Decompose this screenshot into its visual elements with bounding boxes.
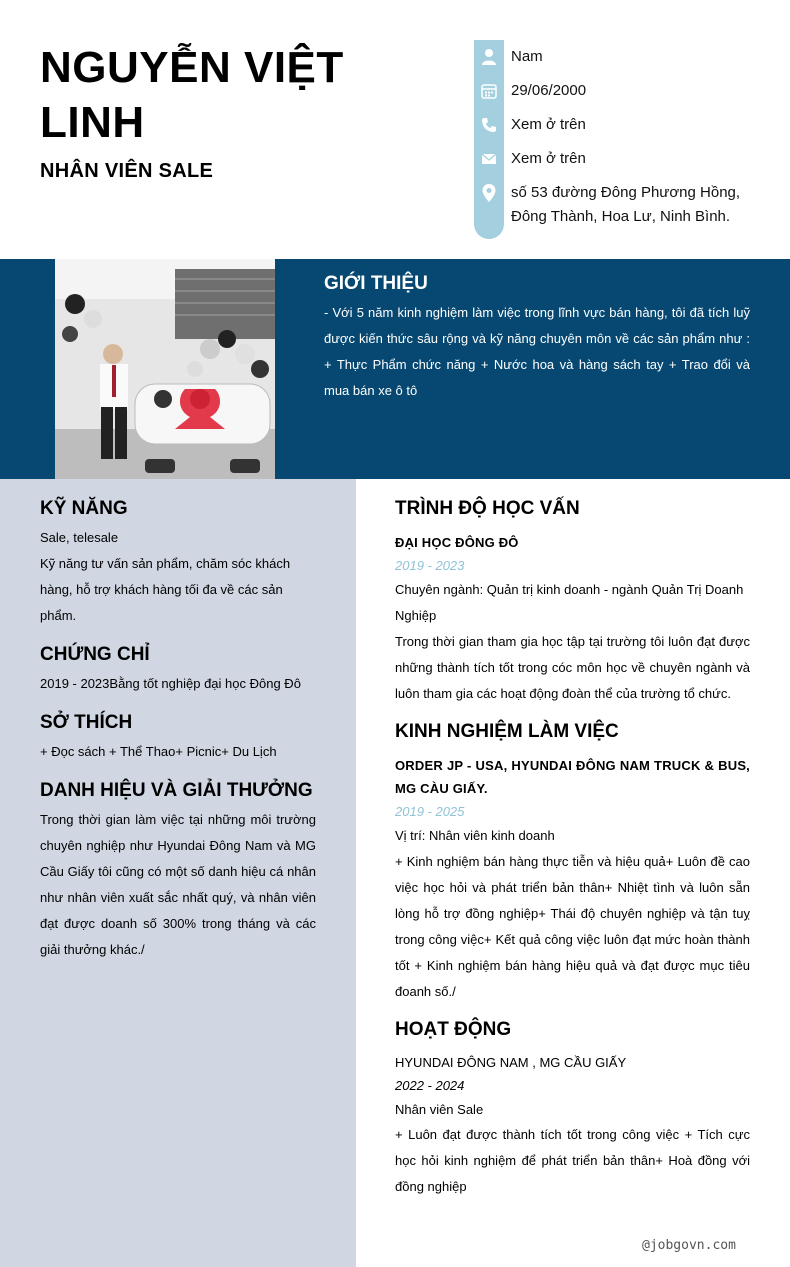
education-period: 2019 - 2023 [395,558,465,573]
experience-title: KINH NGHIỆM LÀM VIỆC [395,721,619,742]
skills-line-1: Sale, telesale [40,530,119,545]
experience-period: 2019 - 2025 [395,804,465,819]
activities-org: HYUNDAI ĐÔNG NAM , MG CẦU GIẤY [395,1055,627,1070]
hobbies-text: + Đọc sách + Thể Thao+ Picnic+ Du Lịch [40,744,277,759]
address-value: số 53 đường Đông Phương Hồng, Đông Thành, Hoa Lư, Ninh Bình. [511,184,741,225]
contact-email [474,147,774,171]
activities-title: HOẠT ĐỘNG [395,1019,512,1040]
birthday-value: 29/06/2000 [511,82,587,99]
hobbies-section [40,711,316,765]
experience-position: Vị trí: Nhân viên kinh doanh [395,828,555,843]
intro-title: GIỚI THIỆU [324,273,428,294]
awards-title: DANH HIỆU VÀ GIẢI THƯỞNG [40,780,313,801]
intro-text: - Với 5 năm kinh nghiệm làm việc trong lĩnh vực bán hàng, tôi đã tích luỹ được kiến thức sâu rộng và kỹ năng chuyên môn về các sản phẩm như : + Thực Phẩm chức năng + Nước hoa và hàng sách tay + Trao đổi và mua bán xe ô tô [324,305,750,398]
envelope-icon [474,147,504,171]
activities-desc: + Luôn đạt được thành tích tốt trong công việc + Tích cực học hỏi kinh nghiệm để phát triển bản thân+ Hoà đồng với đồng nghiệp [395,1127,750,1194]
certificates-section [40,643,316,697]
awards-text: Trong thời gian làm việc tại những môi trường chuyên nghiệp như Hyundai Đông Nam và MG Cầu Giấy tôi cũng có một số danh hiệu cá nhân như nhân viên xuất sắc nhất quý, và nhân viên đạt được doanh số 300% trong tháng và các giải thưởng khác./ [40,812,316,957]
activities-section [395,1018,750,1200]
skills-title: KỸ NĂNG [40,498,128,519]
skills-section [40,497,316,629]
education-major: Chuyên ngành: Quản trị kinh doanh - ngành Quản Trị Doanh Nghiệp [395,582,744,623]
contact-birthday [474,79,774,103]
certificates-title: CHỨNG CHỈ [40,644,150,665]
candidate-name: NGUYỄN VIỆT LINH [40,43,344,147]
certificates-text: 2019 - 2023Bằng tốt nghiệp đại học Đông Đô [40,676,301,691]
hobbies-title: SỞ THÍCH [40,712,133,733]
experience-desc: + Kinh nghiệm bán hàng thực tiễn và hiệu quả+ Luôn đề cao việc học hỏi và phát triển bản thân+ Nhiệt tình và luôn sẵn lòng hỗ trợ đồng nghiệp+ Thái độ chuyên nghiệp và tận tuỵ trong công việc+ Kết quả công việc luôn đạt mức hoàn thành tốt + Kinh nghiệm bán hàng hiệu quả và đạt được mục tiêu đoanh số./ [395,854,750,999]
gender-value: Nam [511,48,543,65]
experience-section [395,720,750,1005]
education-section [395,497,750,707]
activities-period: 2022 - 2024 [395,1078,465,1093]
experience-company: ORDER JP - USA, HYUNDAI ĐÔNG NAM TRUCK & BUS, MG CÀU GIẤY. [395,758,750,796]
contact-phone [474,113,774,137]
email-value: Xem ở trên [511,150,586,167]
phone-icon [474,113,504,137]
activities-role: Nhân viên Sale [395,1102,484,1117]
education-desc: Trong thời gian tham gia học tập tại trường tôi luôn đạt được những thành tích tốt trong cóc môn học về chuyên ngành và luôn tham gia các hoạt động đoàn thể của trường tổ chức. [395,634,750,701]
location-pin-icon [474,181,504,205]
contact-address [474,181,774,229]
watermark: @jobgovn.com [642,1238,736,1253]
education-title: TRÌNH ĐỘ HỌC VẤN [395,498,580,519]
contact-gender [474,45,774,69]
skills-line-2: Kỹ năng tư vấn sản phẩm, chăm sóc khách hàng, hỗ trợ khách hàng tối đa về các sản phẩm. [40,556,291,623]
awards-section [40,779,316,963]
education-school: ĐẠI HỌC ĐÔNG ĐÔ [395,535,519,550]
profile-photo [55,259,275,479]
calendar-icon [474,79,504,103]
person-icon [474,45,504,69]
job-title: NHÂN VIÊN SALE [40,160,214,182]
phone-value: Xem ở trên [511,116,586,133]
